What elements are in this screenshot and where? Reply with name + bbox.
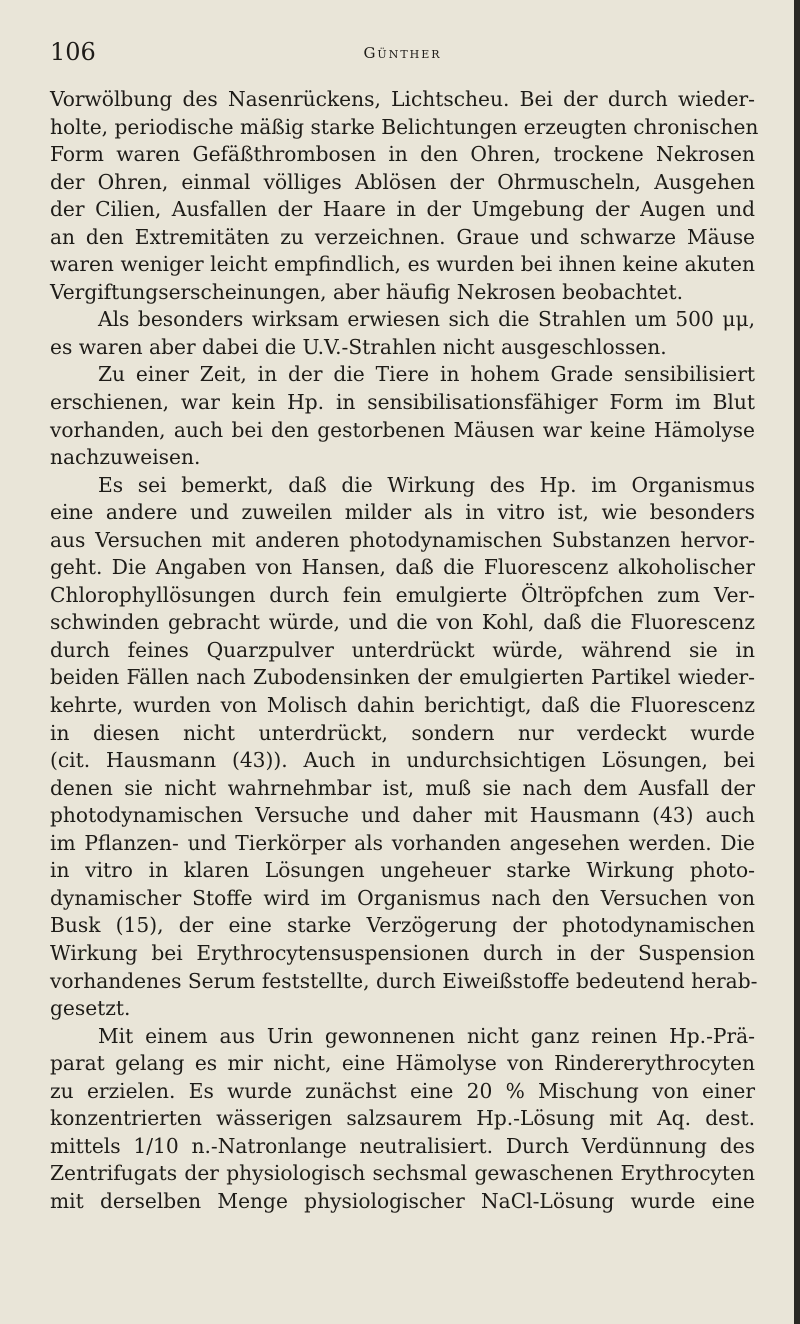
text-line: Form waren Gefäßthrombosen in den Ohren, trockene Nekrosen (50, 142, 755, 167)
text-line: Chlorophyllösungen durch fein emulgierte Öltröpfchen zum Ver- (50, 582, 755, 607)
text-line: es waren aber dabei die U.V.-Strahlen nicht ausgeschlossen. (50, 334, 667, 359)
text-line: (cit. Hausmann (43)). Auch in undurchsichtigen Lösungen, bei (50, 748, 755, 773)
text-line: eine andere und zuweilen milder als in vitro ist, wie besonders (50, 500, 755, 525)
text-line: erschienen, war kein Hp. in sensibilisationsfähiger Form im Blut (50, 390, 755, 415)
text-line: der Cilien, Ausfallen der Haare in der Umgebung der Augen und (50, 197, 755, 222)
text-line: Zentrifugats der physiologisch sechsmal gewaschenen Erythrocyten (50, 1161, 755, 1186)
page-edge (794, 0, 800, 1324)
text-line: an den Extremitäten zu verzeichnen. Graue und schwarze Mäuse (50, 224, 755, 249)
text-line: Als besonders wirksam erwiesen sich die Strahlen um 500 μμ, (98, 307, 755, 332)
text-line: Busk (15), der eine starke Verzögerung der photodynamischen (50, 913, 755, 938)
text-line: kehrte, wurden von Molisch dahin berichtigt, daß die Fluorescenz (50, 693, 755, 718)
body-text (50, 86, 759, 1215)
text-line: Vergiftungserscheinungen, aber häufig Nekrosen beobachtet. (50, 279, 684, 304)
page-number: 106 (50, 38, 96, 66)
text-line: nachzuweisen. (50, 445, 201, 470)
text-line: gesetzt. (50, 996, 131, 1021)
text-line: konzentrierten wässerigen salzsaurem Hp.-Lösung mit Aq. dest. (50, 1106, 755, 1131)
text-line: dynamischer Stoffe wird im Organismus nach den Versuchen von (50, 885, 755, 910)
text-line: Mit einem aus Urin gewonnenen nicht ganz reinen Hp.-Prä- (98, 1023, 755, 1048)
text-line: aus Versuchen mit anderen photodynamischen Substanzen hervor- (50, 527, 755, 552)
text-line: vorhanden, auch bei den gestorbenen Mäusen war keine Hämolyse (50, 417, 755, 442)
text-line: in diesen nicht unterdrückt, sondern nur verdeckt wurde (50, 720, 755, 745)
text-line: der Ohren, einmal völliges Ablösen der Ohrmuscheln, Ausgehen (50, 169, 755, 194)
text-line: durch feines Quarzpulver unterdrückt würde, während sie in (50, 637, 755, 662)
text-line: beiden Fällen nach Zubodensinken der emulgierten Partikel wieder- (50, 665, 755, 690)
text-line: parat gelang es mir nicht, eine Hämolyse von Rindererythrocyten (50, 1051, 755, 1076)
text-line: denen sie nicht wahrnehmbar ist, muß sie nach dem Ausfall der (50, 775, 755, 800)
text-line: holte, periodische mäßig starke Belichtungen erzeugten chronischen (50, 114, 759, 139)
text-line: Vorwölbung des Nasenrückens, Lichtscheu. Bei der durch wieder- (50, 87, 755, 111)
text-line: im Pflanzen- und Tierkörper als vorhanden angesehen werden. Die (50, 830, 755, 855)
text-line: mit derselben Menge physiologischer NaCl-Lösung wurde eine (50, 1188, 755, 1213)
text-line: Es sei bemerkt, daß die Wirkung des Hp. im Organismus (98, 472, 755, 497)
text-line: Zu einer Zeit, in der die Tiere in hohem Grade sensibilisiert (98, 362, 755, 387)
text-line: geht. Die Angaben von Hansen, daß die Fluorescenz alkoholischer (50, 555, 755, 580)
text-line: photodynamischen Versuche und daher mit Hausmann (43) auch (50, 803, 755, 828)
running-head: Günther (363, 44, 442, 62)
text-line: mittels 1/10 n.-Natronlange neutralisiert. Durch Verdünnung des (50, 1133, 755, 1158)
text-line: schwinden gebracht würde, und die von Kohl, daß die Fluorescenz (50, 610, 755, 635)
text-line: waren weniger leicht empfindlich, es wurden bei ihnen keine akuten (50, 252, 755, 277)
page-header (50, 38, 755, 70)
text-line: Wirkung bei Erythrocytensuspensionen durch in der Suspension (50, 940, 755, 965)
text-line: in vitro in klaren Lösungen ungeheuer starke Wirkung photo- (50, 858, 755, 883)
text-line: zu erzielen. Es wurde zunächst eine 20 % Mischung von einer (50, 1078, 755, 1103)
text-line: vorhandenes Serum feststellte, durch Eiweißstoffe bedeutend herab- (50, 968, 758, 993)
